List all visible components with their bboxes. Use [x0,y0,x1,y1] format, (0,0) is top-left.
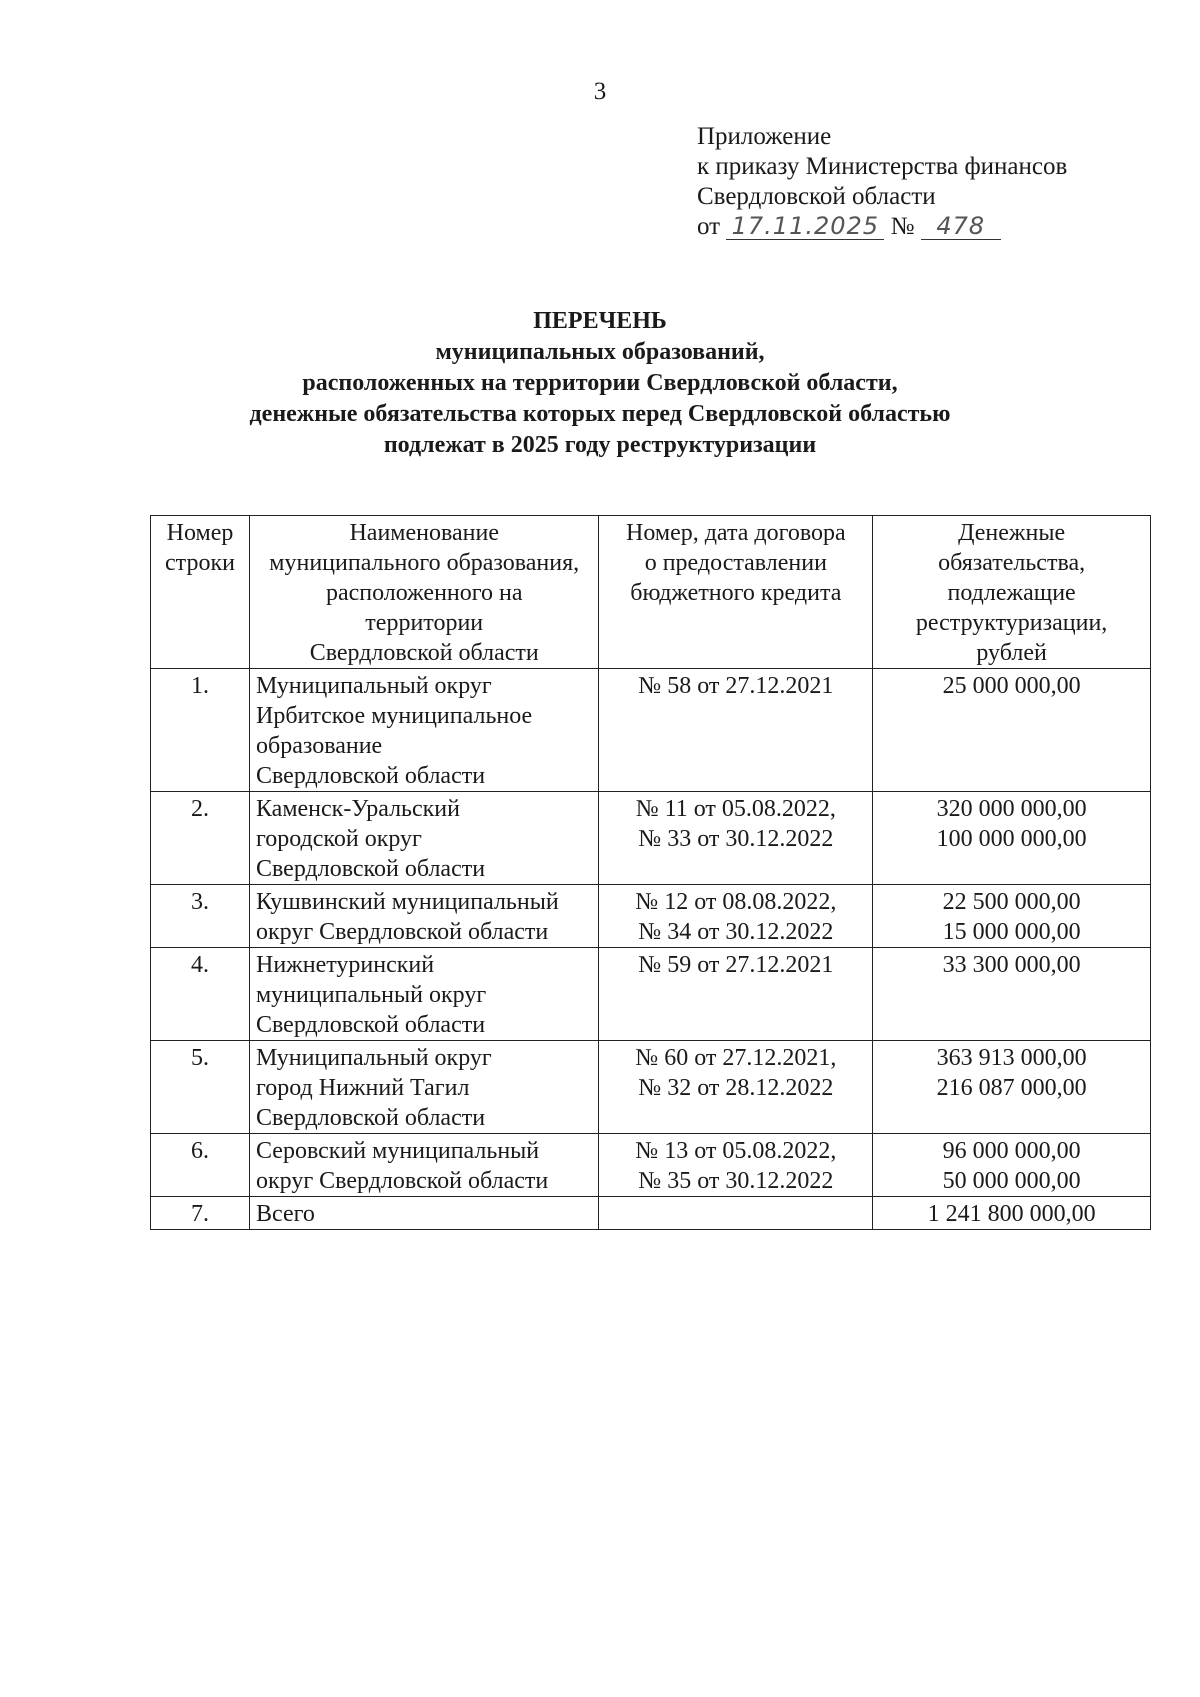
row-number: 3. [151,885,250,948]
table-header-row [151,516,1151,669]
title-heading: ПЕРЕЧЕНЬ [533,308,667,334]
table-row [151,1041,1151,1134]
table-row [151,669,1151,792]
appendix-block [697,122,1067,242]
row-amount: 22 500 000,00 15 000 000,00 [873,885,1151,948]
row-number: 5. [151,1041,250,1134]
document-title [0,306,1200,461]
appendix-line-3: Свердловской области [697,183,936,210]
table-row [151,885,1151,948]
row-number: 6. [151,1134,250,1197]
page-number: 3 [593,78,607,105]
row-amount: 33 300 000,00 [873,948,1151,1041]
table-row-total [151,1197,1151,1230]
row-name: Нижнетуринский муниципальный округ Свердловской области [249,948,598,1041]
title-line-3: денежные обязательства которых перед Свердловской областью [249,401,951,427]
table-row [151,948,1151,1041]
title-line-4: подлежат в 2025 году реструктуризации [383,432,817,458]
row-contract: № 11 от 05.08.2022, № 33 от 30.12.2022 [599,792,873,885]
row-name: Всего [249,1197,598,1230]
date-prefix: от [697,213,721,240]
handwritten-number: 478 [921,213,1001,240]
header-row-number: Номер строки [151,516,250,669]
row-contract: № 58 от 27.12.2021 [599,669,873,792]
row-amount: 1 241 800 000,00 [873,1197,1151,1230]
handwritten-date: 17.11.2025 [726,213,884,240]
table-row [151,792,1151,885]
row-amount: 96 000 000,00 50 000 000,00 [873,1134,1151,1197]
row-contract: № 59 от 27.12.2021 [599,948,873,1041]
row-number: 1. [151,669,250,792]
row-contract [599,1197,873,1230]
municipalities-table [150,515,1151,1230]
table-row [151,1134,1151,1197]
row-name: Серовский муниципальный округ Свердловской области [249,1134,598,1197]
row-name: Кушвинский муниципальный округ Свердловской области [249,885,598,948]
appendix-line-2: к приказу Министерства финансов [697,153,1068,180]
row-contract: № 13 от 05.08.2022, № 35 от 30.12.2022 [599,1134,873,1197]
row-contract: № 60 от 27.12.2021, № 32 от 28.12.2022 [599,1041,873,1134]
row-number: 2. [151,792,250,885]
title-line-1: муниципальных образований, [435,339,765,365]
title-line-2: расположенных на территории Свердловской области, [302,370,898,396]
row-number: 7. [151,1197,250,1230]
header-name: Наименование муниципального образования, расположенного на территории Свердловской области [249,516,598,669]
row-amount: 363 913 000,00 216 087 000,00 [873,1041,1151,1134]
appendix-date-line [697,212,1067,242]
row-contract: № 12 от 08.08.2022, № 34 от 30.12.2022 [599,885,873,948]
row-name: Муниципальный округ Ирбитское муниципальное образование Свердловской области [249,669,598,792]
number-prefix: № [890,213,915,240]
row-number: 4. [151,948,250,1041]
row-name: Каменск-Уральский городской округ Свердловской области [249,792,598,885]
row-amount: 320 000 000,00 100 000 000,00 [873,792,1151,885]
row-name: Муниципальный округ город Нижний Тагил Свердловской области [249,1041,598,1134]
row-amount: 25 000 000,00 [873,669,1151,792]
header-amount: Денежные обязательства, подлежащие реструктуризации, рублей [873,516,1151,669]
appendix-line-1: Приложение [697,123,832,150]
header-contract: Номер, дата договора о предоставлении бюджетного кредита [599,516,873,669]
